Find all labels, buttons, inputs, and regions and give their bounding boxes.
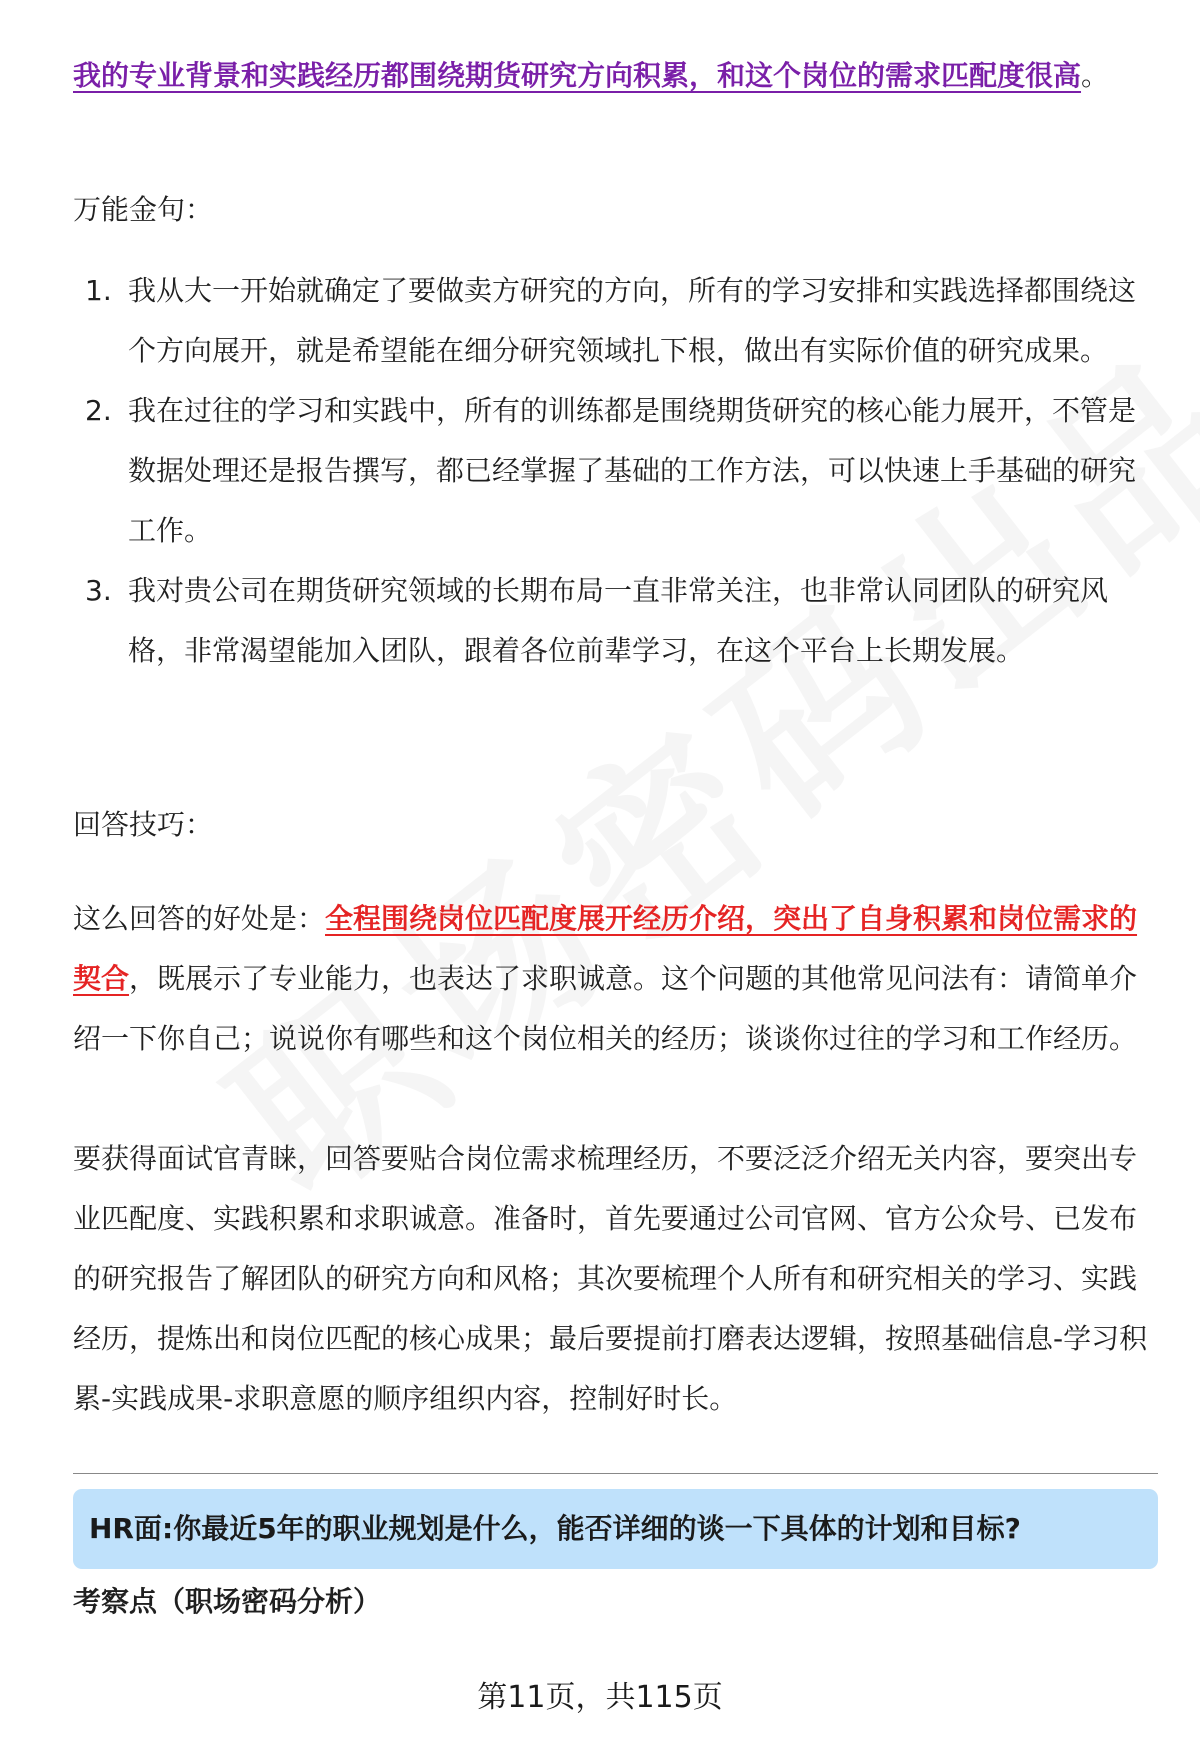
golden-heading: 万能金句： bbox=[73, 193, 214, 226]
section-subheading: 考察点（职场密码分析） bbox=[73, 1585, 382, 1618]
list-number: 2. bbox=[85, 394, 112, 427]
list-item bbox=[73, 261, 1158, 381]
golden-list bbox=[73, 261, 1158, 681]
tips-paragraph bbox=[73, 889, 1158, 1069]
intro-paragraph bbox=[73, 46, 1158, 106]
intro-tail: 。 bbox=[1081, 59, 1110, 92]
list-item bbox=[73, 561, 1158, 681]
list-text: 我在过往的学习和实践中，所有的训练都是围绕期货研究的核心能力展开，不管是数据处理还是报告撰写，都已经掌握了基础的工作方法，可以快速上手基础的研究工作。 bbox=[128, 394, 1137, 547]
tips-paragraph-2: 要获得面试官青睐，回答要贴合岗位需求梳理经历，不要泛泛介绍无关内容，要突出专业匹配度、实践积累和求职诚意。准备时，首先要通过公司官网、官方公众号、已发布的研究报告了解团队的研究方向和风格；其次要梳理个人所有和研究相关的学习、实践经历，提炼出和岗位匹配的核心成果；最后要提前打磨表达逻辑，按照基础信息-学习积累-实践成果-求职意愿的顺序组织内容，控制好时长。 bbox=[73, 1142, 1148, 1415]
list-number: 1. bbox=[85, 274, 112, 307]
intro-highlight: 我的专业背景和实践经历都围绕期货研究方向积累，和这个岗位的需求匹配度很高 bbox=[73, 59, 1082, 92]
question-box: HR面:你最近5年的职业规划是什么，能否详细的谈一下具体的计划和目标? bbox=[73, 1489, 1158, 1569]
list-text: 我从大一开始就确定了要做卖方研究的方向，所有的学习安排和实践选择都围绕这个方向展开，就是希望能在细分研究领域扎下根，做出有实际价值的研究成果。 bbox=[128, 274, 1137, 367]
tips-highlight: 全程围绕岗位匹配度展开经历介绍，突出了自身积累和岗位需求的契合 bbox=[73, 902, 1138, 995]
tips-rest: ，既展示了专业能力，也表达了求职诚意。这个问题的其他常见问法有：请简单介绍一下你自己；说说你有哪些和这个岗位相关的经历；谈谈你过往的学习和工作经历。 bbox=[73, 962, 1138, 1055]
list-item bbox=[73, 381, 1158, 561]
tips-lead: 这么回答的好处是： bbox=[73, 902, 326, 935]
section-divider bbox=[73, 1473, 1158, 1474]
list-number: 3. bbox=[85, 574, 112, 607]
list-text: 我对贵公司在期货研究领域的长期布局一直非常关注，也非常认同团队的研究风格，非常渴望能加入团队，跟着各位前辈学习，在这个平台上长期发展。 bbox=[128, 574, 1109, 667]
page-number: 第11页，共115页 bbox=[477, 1680, 723, 1715]
tips-heading: 回答技巧： bbox=[73, 808, 214, 841]
